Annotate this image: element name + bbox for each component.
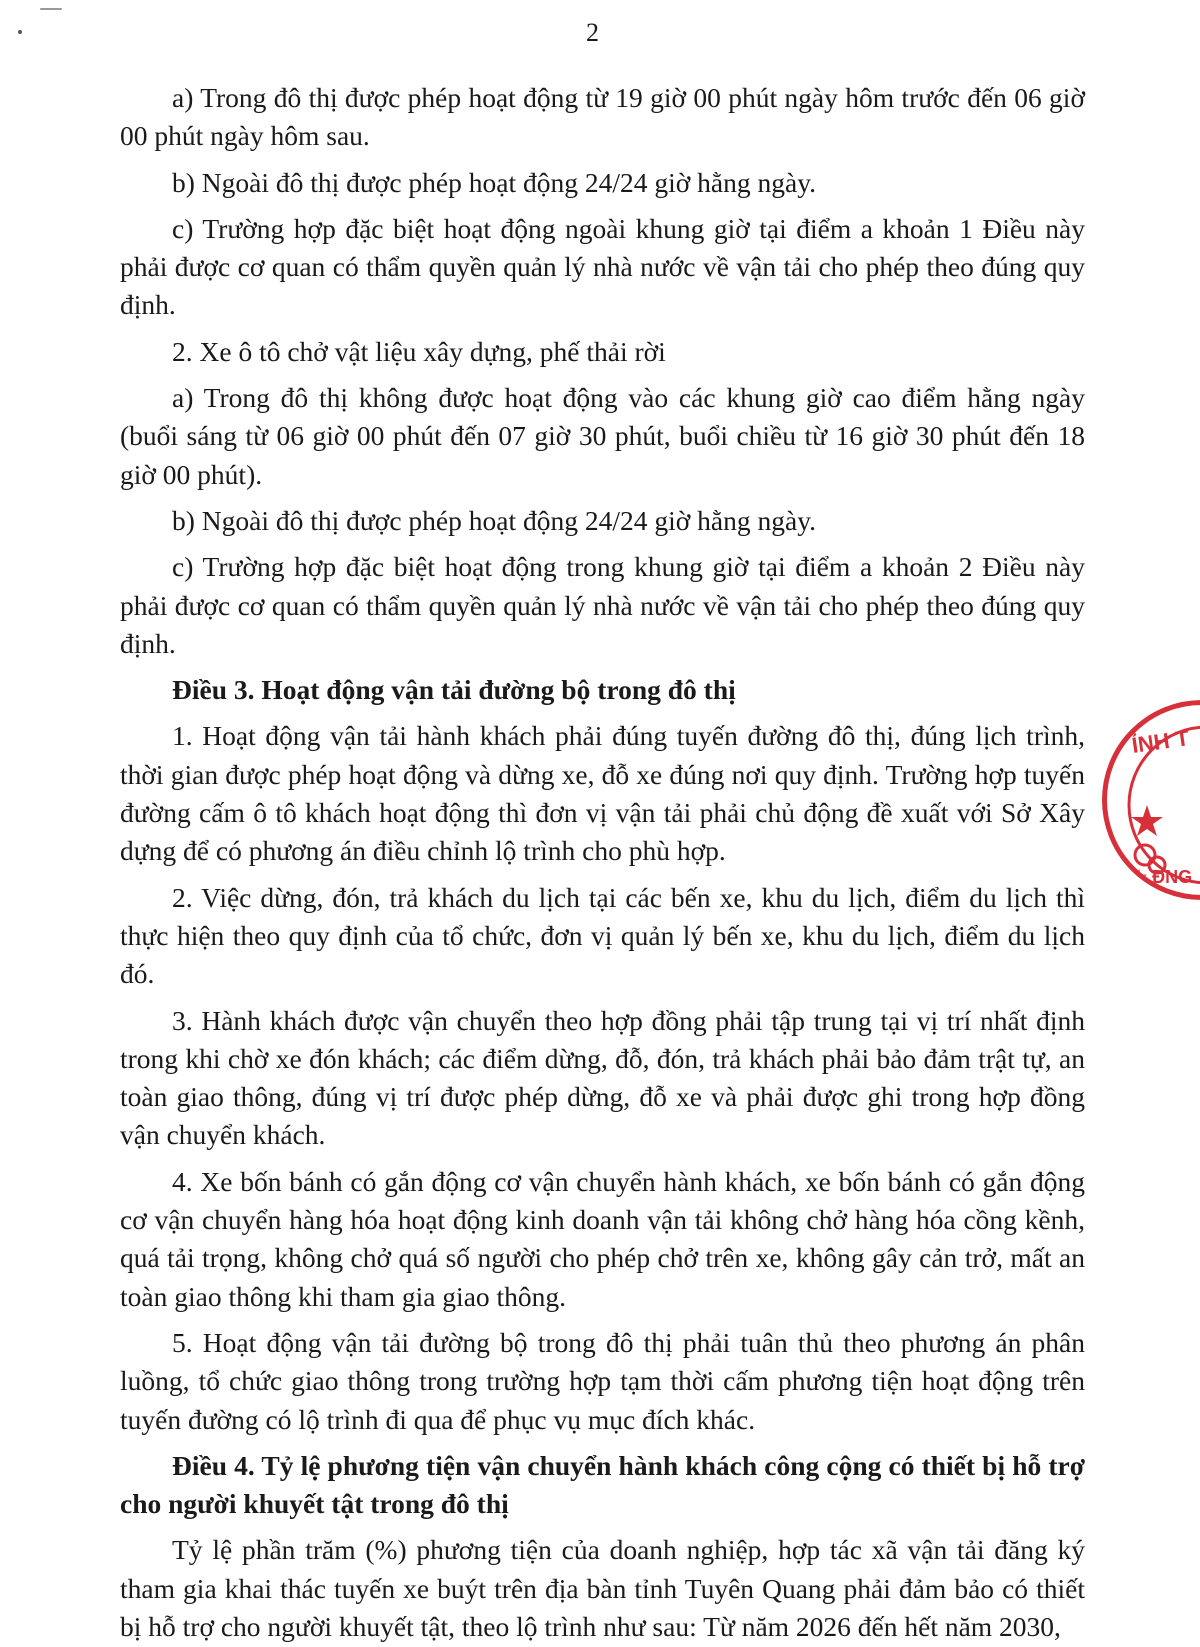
paragraph-2b: b) Ngoài đô thị được phép hoạt động 24/24 giờ hằng ngày. — [172, 504, 817, 536]
article-3-clause-2: 2. Việc dừng, đón, trả khách du lịch tại các bến xe, khu du lịch, điểm du lịch thì thực hiện theo quy định của tổ chức, đơn vị quản lý bến xe, khu du lịch, điểm du lịch đó. — [120, 881, 1085, 990]
article-3-heading: Điều 3. Hoạt động vận tải đường bộ trong đô thị — [172, 674, 736, 706]
svg-text:ỈNH T: ỈNH T — [1130, 725, 1191, 758]
article-3-clause-5: 5. Hoạt động vận tải đường bộ trong đô thị phải tuân thủ theo phương án phân luồng, tổ chức giao thông trong trường hợp tạm thời cấm phương tiện hoạt động trên tuyến đường có lộ trình đi qua để phục vụ mục đích khác. — [120, 1326, 1085, 1435]
document-body — [120, 79, 1085, 1646]
article-4-body: Tỷ lệ phần trăm (%) phương tiện của doanh nghiệp, hợp tác xã vận tải đăng ký tham gia khai thác tuyến xe buýt trên địa bàn tỉnh Tuyên Quang phải đảm bảo có thiết bị hỗ trợ cho người khuyết tật, theo lộ trình như sau: Từ năm 2026 đến hết năm 2030, — [120, 1534, 1085, 1642]
paragraph-1a: a) Trong đô thị được phép hoạt động từ 19 giờ 00 phút ngày hôm trước đến 06 giờ 00 phút ngày hôm sau. — [120, 82, 1085, 152]
article-4-heading: Điều 4. Tỷ lệ phương tiện vận chuyển hành khách công cộng có thiết bị hỗ trợ cho người khuyết tật trong đô thị — [120, 1449, 1085, 1520]
paragraph-1c: c) Trường hợp đặc biệt hoạt động ngoài khung giờ tại điểm a khoản 1 Điều này phải được cơ quan có thẩm quyền quản lý nhà nước về vận tải cho phép theo đúng quy định. — [120, 212, 1085, 321]
article-3-clause-1: 1. Hoạt động vận tải hành khách phải đúng tuyến đường đô thị, đúng lịch trình, thời gian được phép hoạt động và dừng xe, đỗ xe đúng nơi quy định. Trường hợp tuyến đường cấm ô tô khách hoạt động thì đơn vị vận tải phải chủ động đề xuất với Sở Xây dựng để có phương án điều chỉnh lộ trình cho phù hợp. — [120, 720, 1085, 867]
official-seal-stamp — [1102, 700, 1200, 900]
scan-speck — [40, 8, 62, 10]
page-number: 2 — [586, 18, 599, 47]
article-3-clause-3: 3. Hành khách được vận chuyển theo hợp đồng phải tập trung tại vị trí nhất định trong khi chờ xe đón khách; các điểm dừng, đỗ, đón, trả khách phải bảo đảm trật tự, an toàn giao thông, đúng vị trí được phép dừng, đỗ xe và phải được ghi trong hợp đồng vận chuyển khách. — [120, 1004, 1085, 1151]
svg-text:★ ĐNG: ★ ĐNG — [1131, 867, 1193, 887]
paragraph-1b: b) Ngoài đô thị được phép hoạt động 24/24 giờ hằng ngày. — [172, 166, 817, 198]
article-3-clause-4: 4. Xe bốn bánh có gắn động cơ vận chuyển hành khách, xe bốn bánh có gắn động cơ vận chuyển hàng hóa hoạt động kinh doanh vận tải không chở hàng hóa cồng kềnh, quá tải trọng, không chở quá số người cho phép chở trên xe, không gây cản trở, mất an toàn giao thông khi tham gia giao thông. — [120, 1165, 1085, 1312]
paragraph-2-title: 2. Xe ô tô chở vật liệu xây dựng, phế thải rời — [172, 335, 666, 367]
scan-speck — [18, 30, 22, 34]
paragraph-2c: c) Trường hợp đặc biệt hoạt động trong khung giờ tại điểm a khoản 2 Điều này phải được cơ quan có thẩm quyền quản lý nhà nước về vận tải cho phép theo đúng quy định. — [120, 551, 1085, 659]
paragraph-2a: a) Trong đô thị không được hoạt động vào các khung giờ cao điểm hằng ngày (buổi sáng từ 06 giờ 00 phút đến 07 giờ 30 phút, buổi chiều từ 16 giờ 30 phút đến 18 giờ 00 phút). — [120, 382, 1085, 490]
